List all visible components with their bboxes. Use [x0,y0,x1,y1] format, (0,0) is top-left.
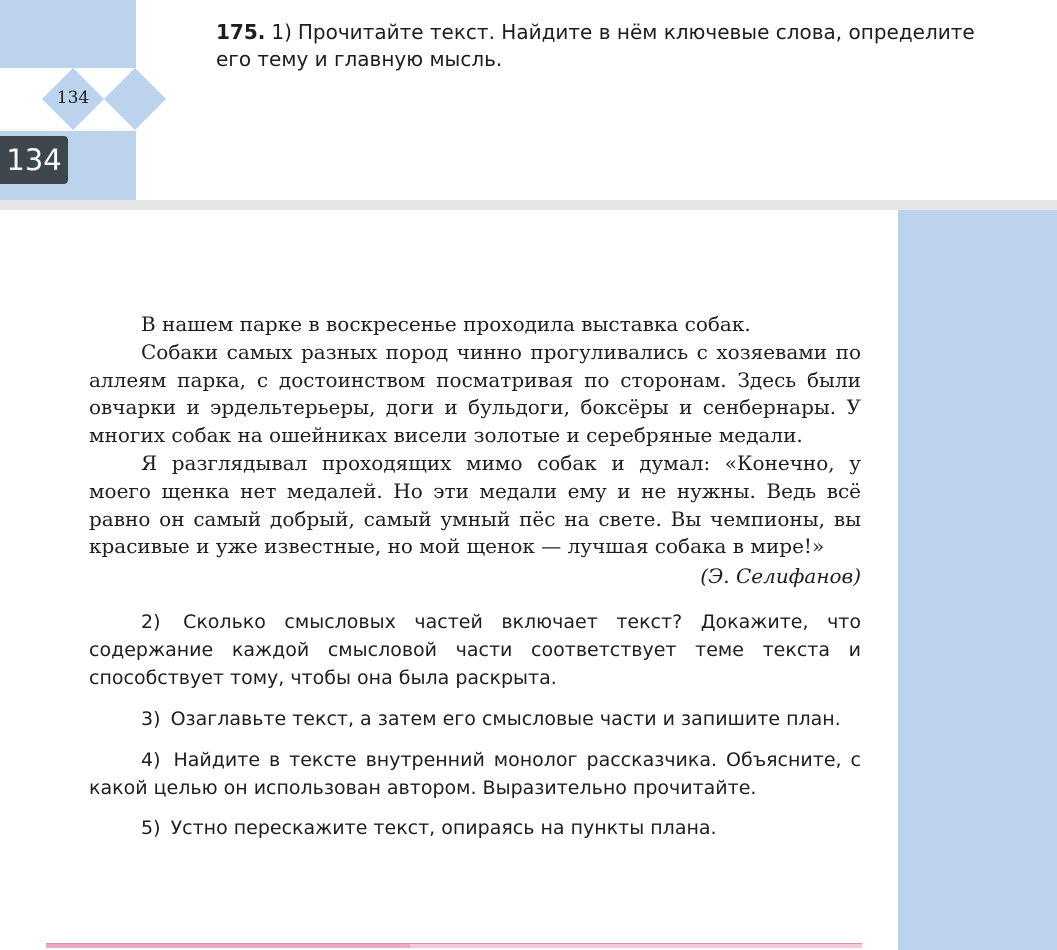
text-paragraph: В нашем парке в воскресенье проходила выставка собак. [141,312,751,336]
question-text: Найдите в тексте внутренний монолог рассказчика. Объясните, с какой целью он использован автором. Выразительно прочитайте. [89,749,861,800]
question-text: Сколько смысловых частей включает текст? Докажите, что содержание каждой смысловой части соответствует теме текста и способствует тому, чтобы она была раскрыта. [89,611,861,690]
task-heading [216,19,996,73]
bottom-rule-segment [46,944,410,948]
question-text: Озаглавьте текст, а затем его смысловые части и запишите план. [170,708,841,731]
question-item [89,746,861,802]
left-margin-band [0,0,136,200]
task-sub-number: 1) [271,20,292,44]
question-number: 5) [141,817,161,840]
current-page [0,210,1057,950]
text-paragraph: Я разглядывал проходящих мимо собак и думал: «Конечно, у моего щенка нет медалей. Но эти медали ему и не нужны. Ведь всё равно он самый добрый, самый умный пёс на свете. Вы чемпионы, вы красивые и уже известные, но мой щенок — лучшая собака в мире!» [89,450,861,559]
page-content [89,311,861,842]
page-number-badge: 134 [0,136,68,184]
task-instruction: Прочитайте текст. Найдите в нём ключевые слова, определите его тему и главную мысль. [216,20,975,71]
previous-page-fragment [0,0,1057,200]
page-separator [0,200,1057,210]
question-text: Устно перескажите текст, опираясь на пункты плана. [170,817,717,840]
question-number: 3) [141,708,161,731]
task-number: 175. [216,20,266,44]
question-number: 4) [141,749,161,772]
question-item [89,705,861,733]
reading-text [89,311,861,561]
right-margin-band [898,210,1057,950]
page-number-small: 134 [56,88,90,108]
question-number: 2) [141,611,161,634]
text-paragraph: Собаки самых разных пород чинно прогуливались с хозяевами по аллеям парка, с достоинством посматривая по сторонам. Здесь были овчарки и эрдельтерьеры, доги и бульдоги, боксёры и сенбернары. У многих собак на ошейниках висели золотые и серебряные медали. [89,339,861,448]
bottom-decorative-rule [46,943,862,948]
text-author: (Э. Селифанов) [700,564,861,589]
question-item [89,608,861,692]
question-item [89,814,861,842]
